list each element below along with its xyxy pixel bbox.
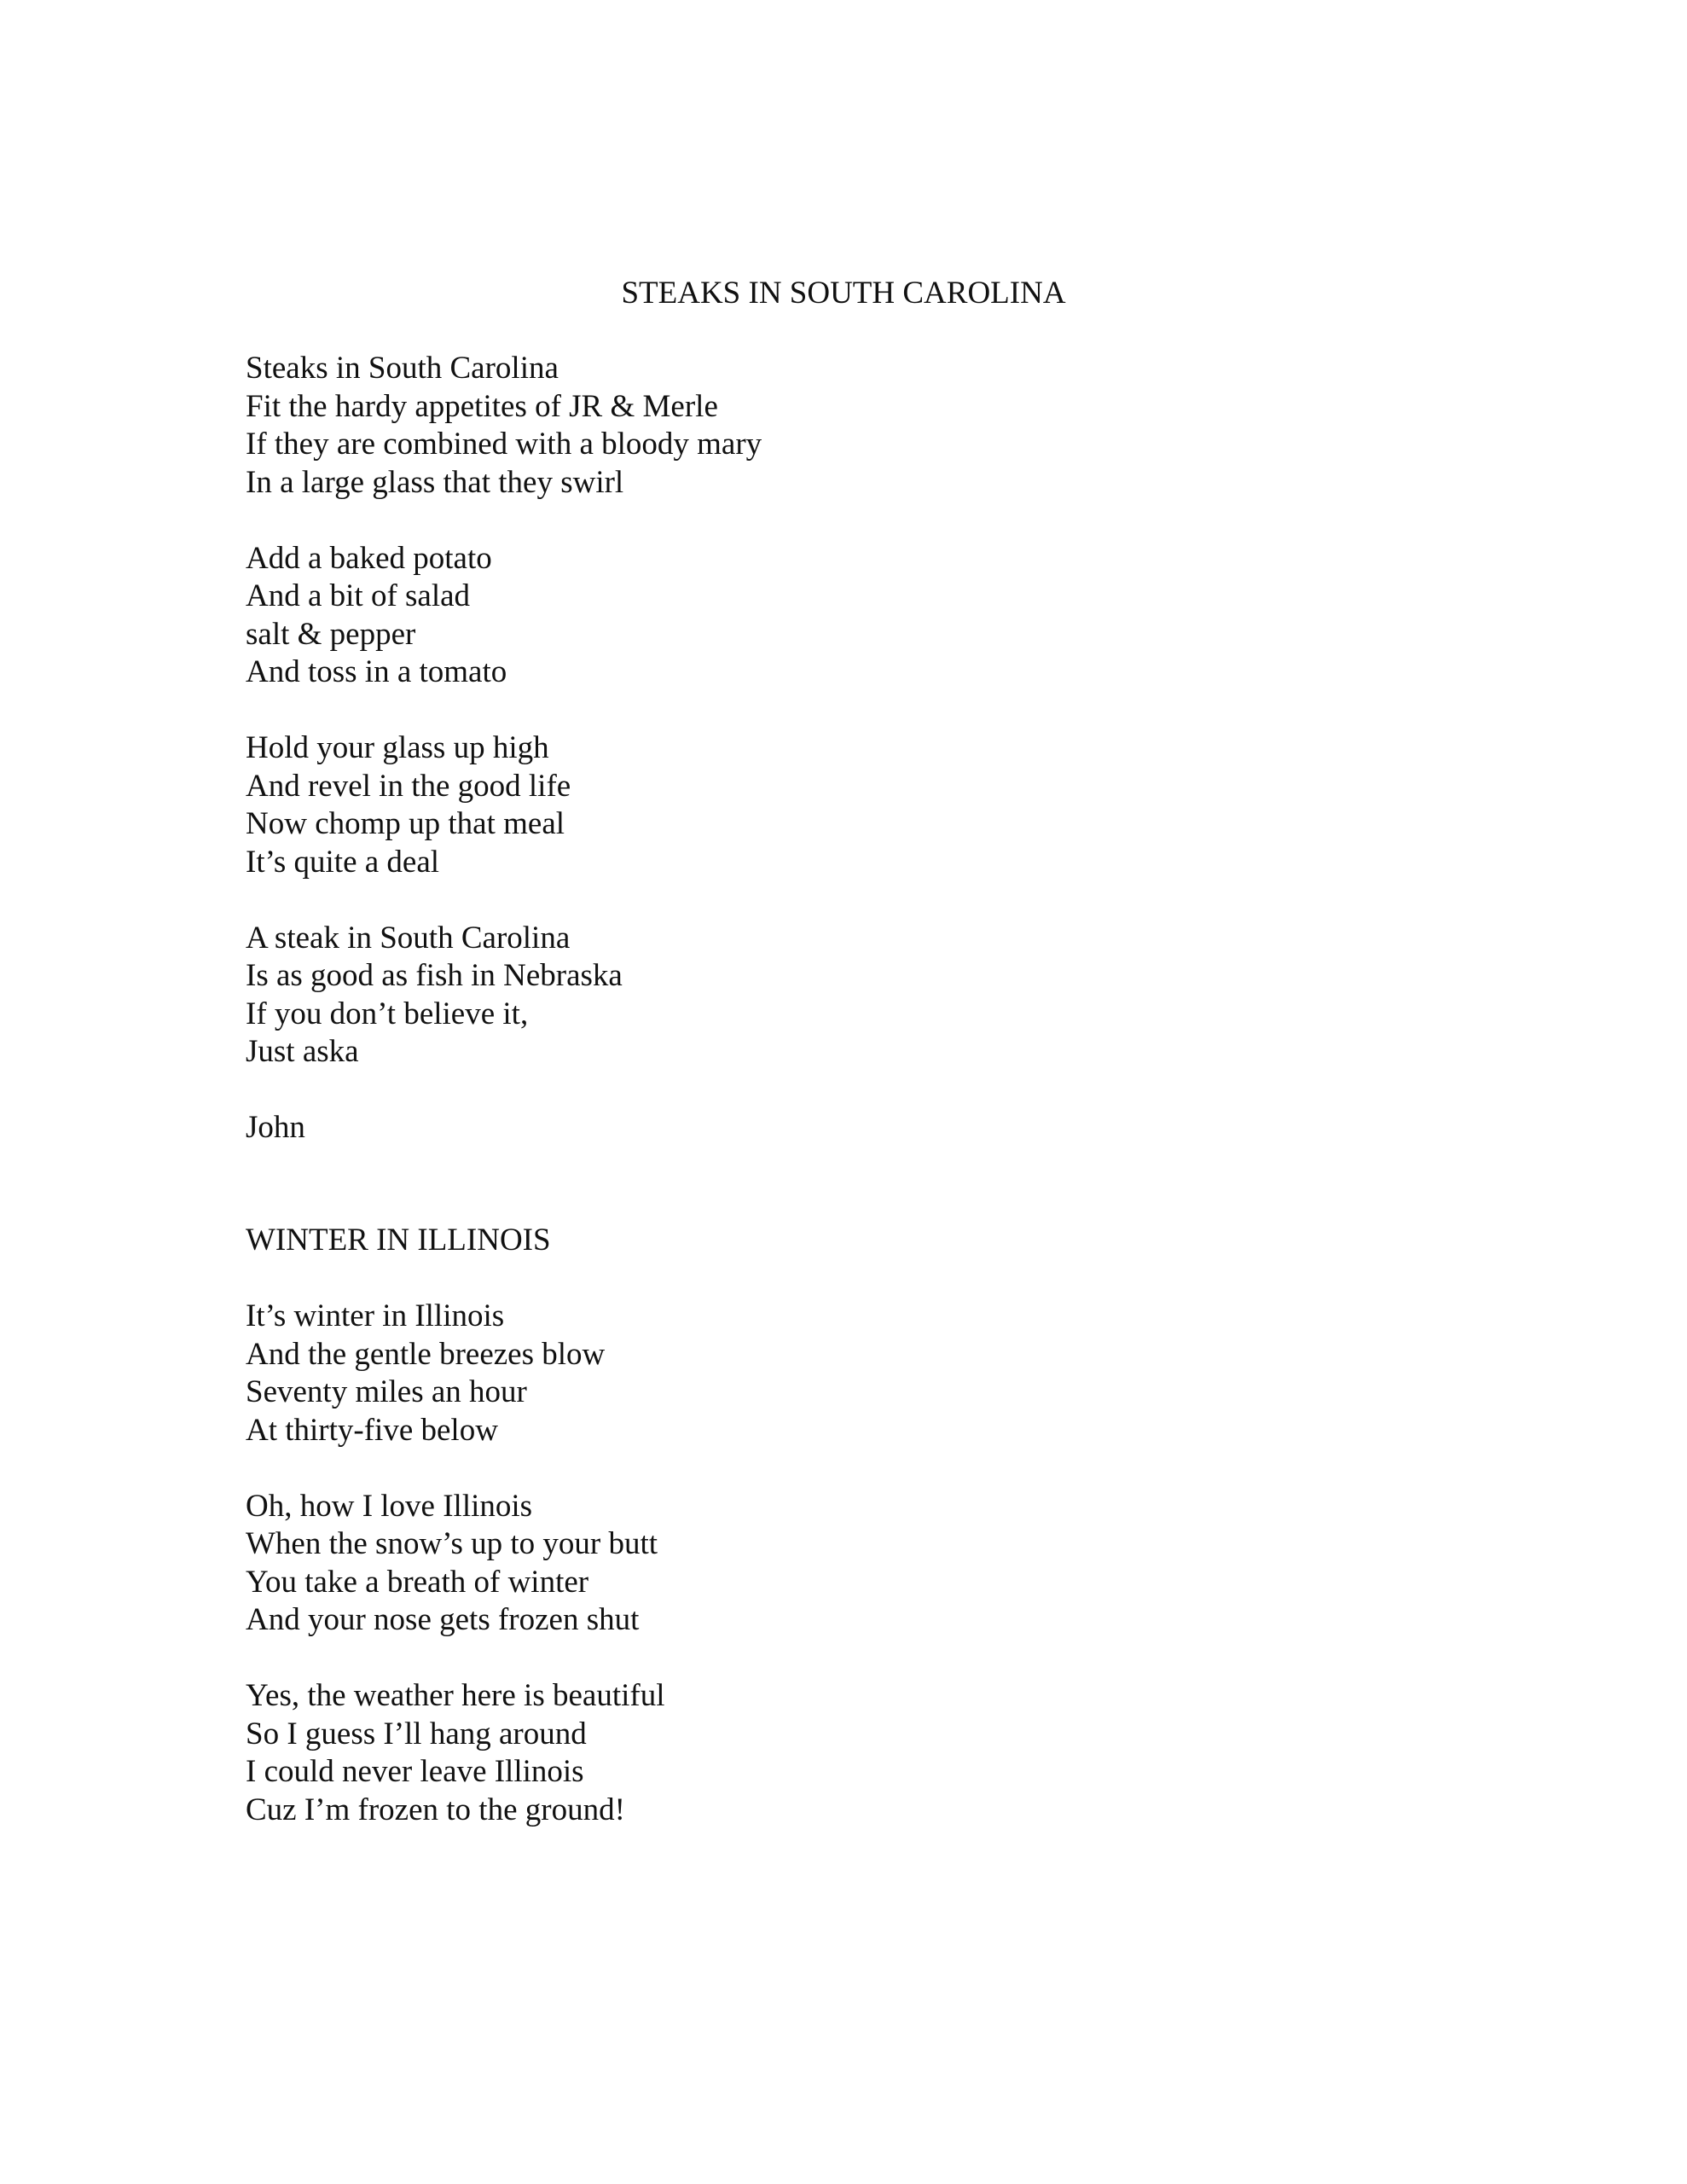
poem-line: Is as good as fish in Nebraska xyxy=(246,958,623,993)
poem-line: And the gentle breezes blow xyxy=(246,1336,606,1372)
poem-line: Steaks in South Carolina xyxy=(246,351,559,386)
poem-line: Just aska xyxy=(246,1034,359,1069)
poem-line: Fit the hardy appetites of JR & Merle xyxy=(246,388,718,424)
poem-line: It’s quite a deal xyxy=(246,844,440,880)
poem2-body xyxy=(246,1222,664,1829)
poem-line: Cuz I’m frozen to the ground! xyxy=(246,1792,625,1827)
poem-line: Add a baked potato xyxy=(246,540,492,576)
poem-line: And revel in the good life xyxy=(246,768,571,804)
poem-line: So I guess I’ll hang around xyxy=(246,1716,587,1751)
poem-line: In a large glass that they swirl xyxy=(246,464,624,500)
poem-line: And your nose gets frozen shut xyxy=(246,1602,640,1637)
poem-line: And a bit of salad xyxy=(246,578,471,613)
poem-line: Oh, how I love Illinois xyxy=(246,1488,533,1524)
poem-line: salt & pepper xyxy=(246,616,416,652)
poem-line: Yes, the weather here is beautiful xyxy=(246,1678,665,1713)
poem1-stanza-2 xyxy=(246,540,762,692)
poem-line: Hold your glass up high xyxy=(246,730,549,765)
poem-line: If they are combined with a bloody mary xyxy=(246,427,762,462)
poem-line: And toss in a tomato xyxy=(246,654,507,689)
poem-line: At thirty-five below xyxy=(246,1412,498,1448)
poem1-stanza-3 xyxy=(246,729,762,881)
poem2-stanza-2 xyxy=(246,1488,664,1640)
poem1-stanza-1 xyxy=(246,350,762,502)
poem2-stanza-3 xyxy=(246,1677,664,1829)
poem-line: Now chomp up that meal xyxy=(246,806,565,841)
poem-line: I could never leave Illinois xyxy=(246,1754,584,1789)
poem1-title: STEAKS IN SOUTH CAROLINA xyxy=(621,276,1066,311)
poem-line: If you don’t believe it, xyxy=(246,996,529,1031)
poem-line: When the snow’s up to your butt xyxy=(246,1526,658,1561)
poem-line: It’s winter in Illinois xyxy=(246,1298,505,1333)
poem-line: You take a breath of winter xyxy=(246,1564,589,1600)
poem2-title: WINTER IN ILLINOIS xyxy=(246,1223,551,1258)
poem1-signature: John xyxy=(246,1110,305,1145)
poem-line: Seventy miles an hour xyxy=(246,1374,527,1409)
poem2-stanza-1 xyxy=(246,1298,664,1449)
poem1-stanza-4 xyxy=(246,920,762,1072)
poem1-body xyxy=(246,350,762,1147)
poem-line: A steak in South Carolina xyxy=(246,920,571,956)
